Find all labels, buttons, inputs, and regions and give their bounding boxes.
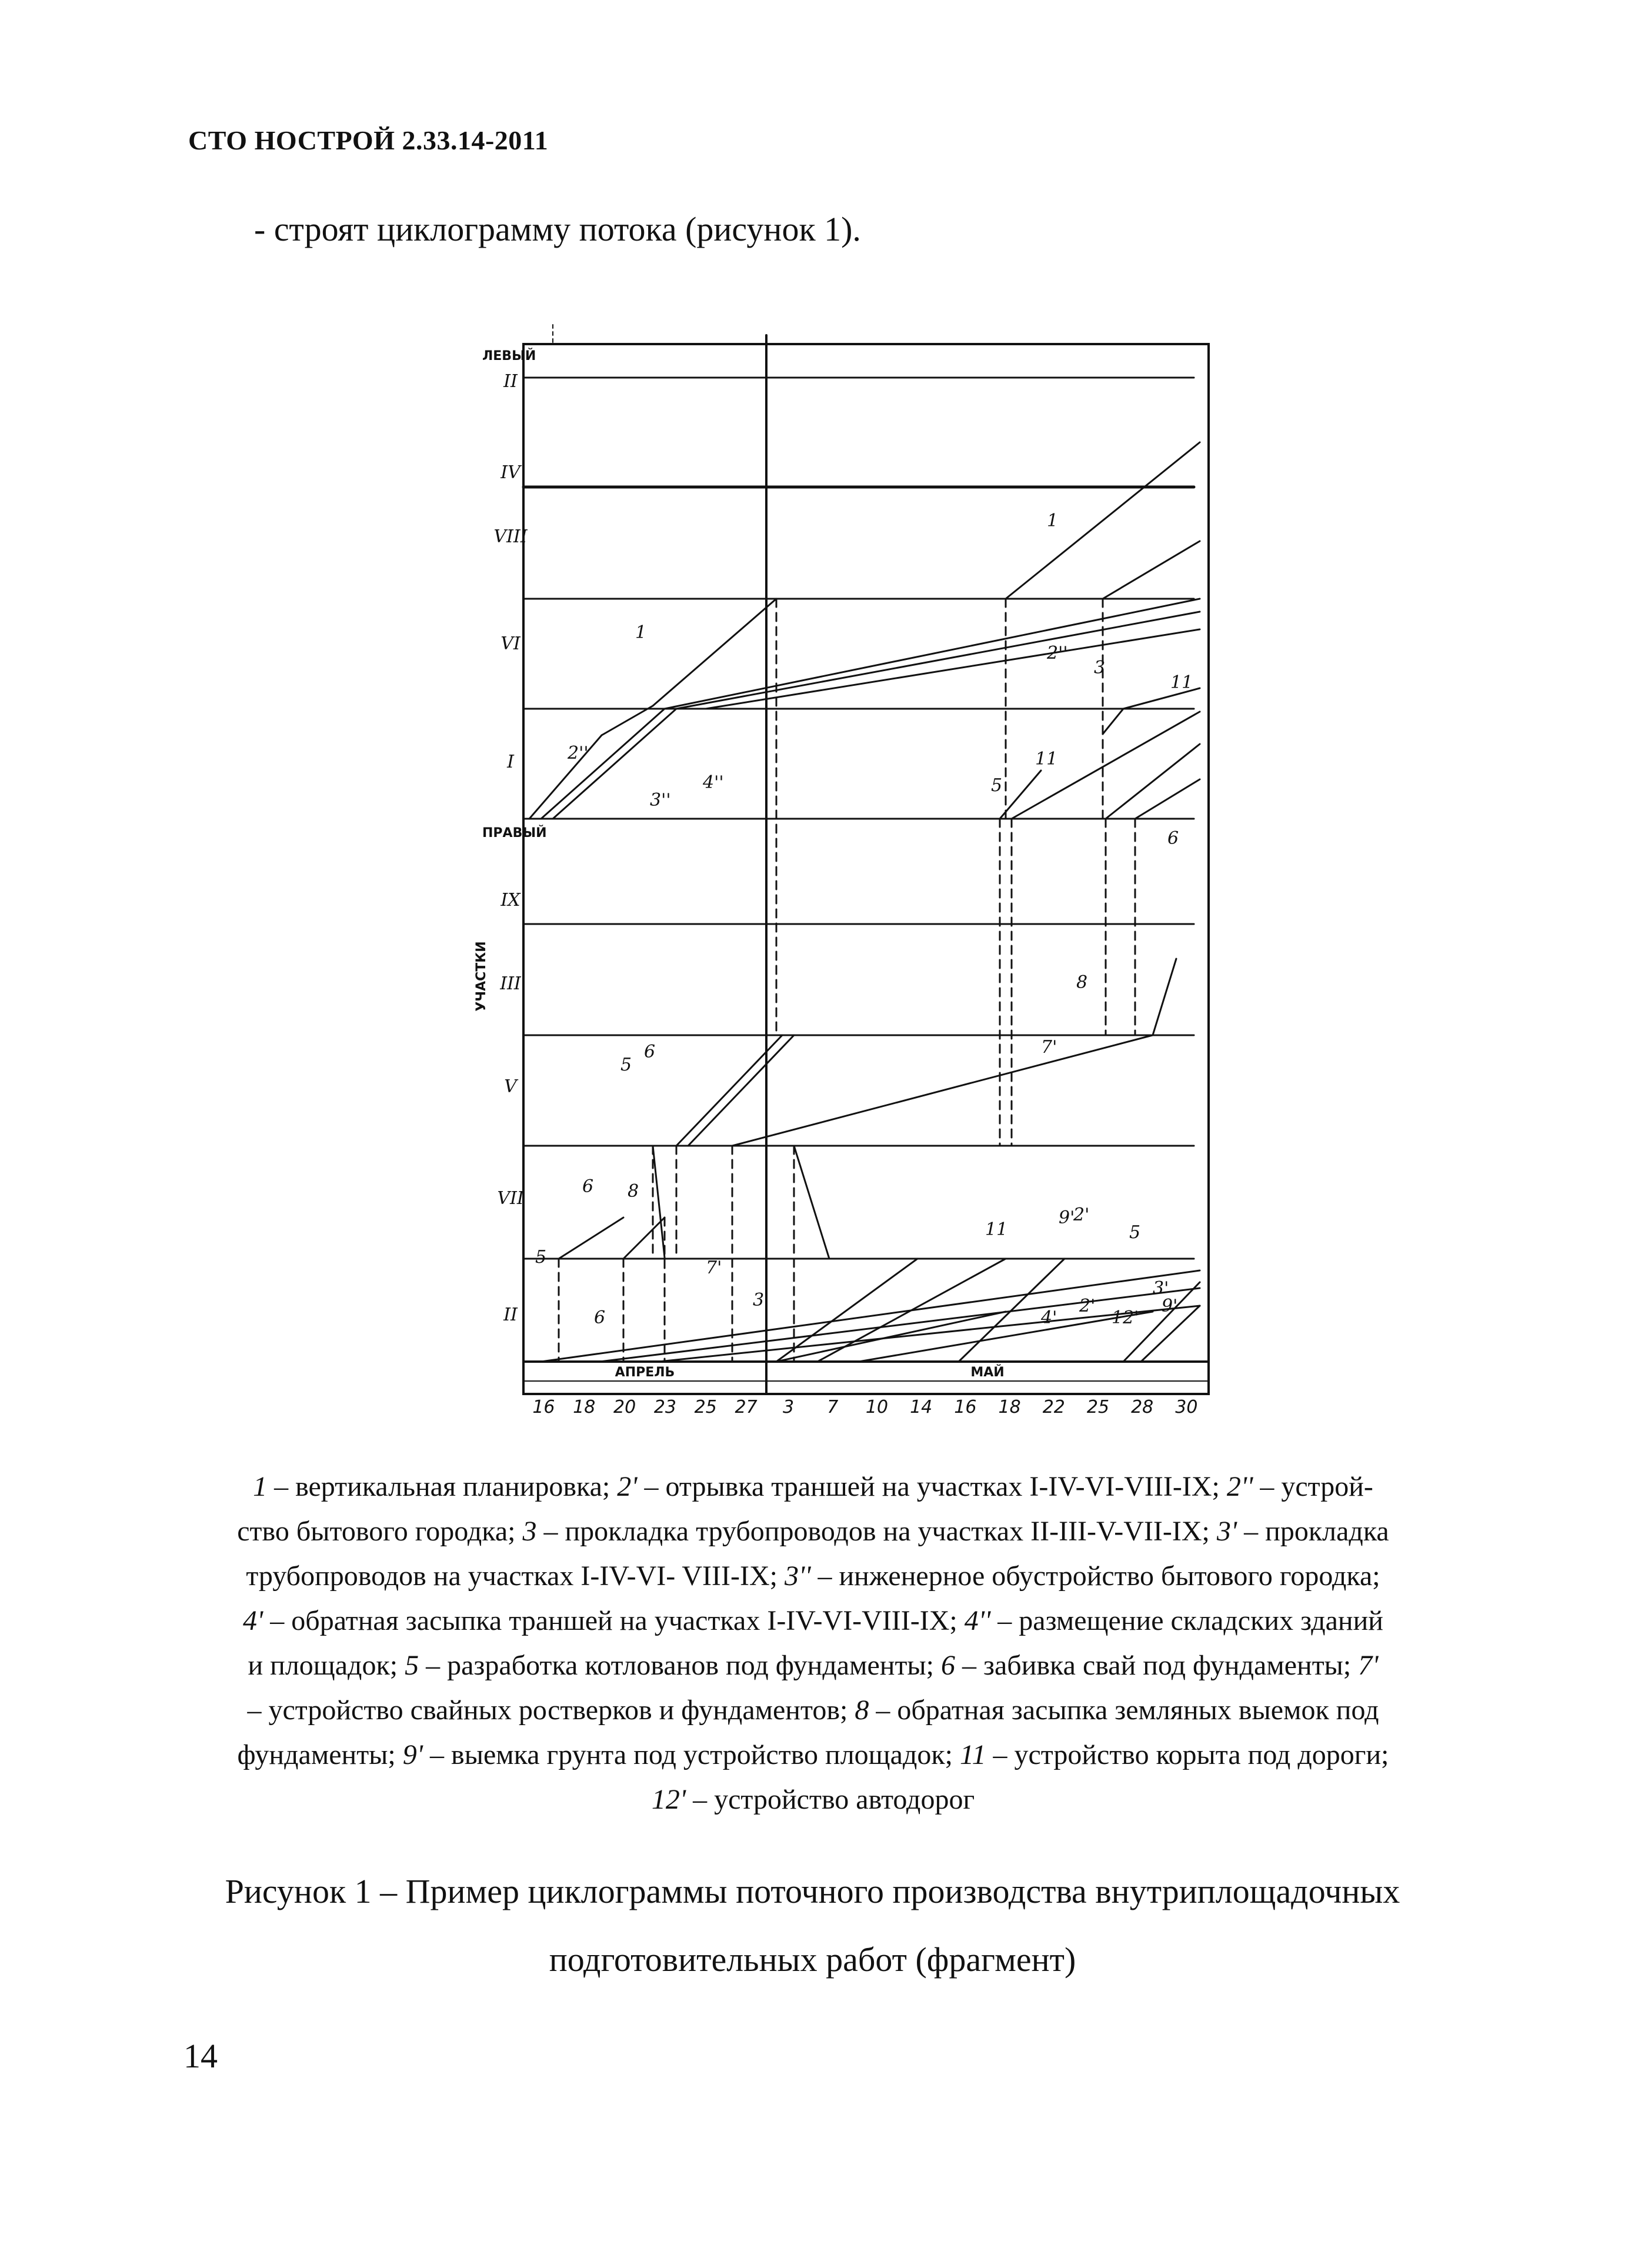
flow-line bbox=[732, 1035, 1153, 1146]
line-number-label: 1 bbox=[635, 622, 647, 643]
right-group-label: ПРАВЫЙ bbox=[482, 826, 547, 841]
row-label-VIII: VIII bbox=[493, 526, 528, 547]
day-label: 23 bbox=[653, 1397, 677, 1418]
row-label-V: V bbox=[504, 1076, 517, 1097]
day-label: 27 bbox=[735, 1397, 758, 1418]
line-number-label: 8 bbox=[1076, 972, 1088, 993]
day-label: 18 bbox=[573, 1397, 596, 1418]
cyclogram-figure bbox=[447, 312, 1223, 1429]
flow-line bbox=[529, 735, 602, 819]
flow-line bbox=[1103, 541, 1200, 599]
flow-line bbox=[541, 709, 665, 819]
figure-title bbox=[118, 1857, 1507, 1994]
flow-line bbox=[794, 1146, 829, 1259]
flow-line bbox=[688, 1035, 794, 1146]
day-label: 28 bbox=[1131, 1397, 1154, 1418]
day-label: 16 bbox=[532, 1397, 555, 1418]
flow-line bbox=[653, 1146, 665, 1258]
day-label: 14 bbox=[910, 1397, 933, 1418]
line-number-label: 6 bbox=[644, 1042, 656, 1062]
row-label-IX: IX bbox=[500, 890, 520, 910]
day-label: 25 bbox=[694, 1397, 717, 1418]
figure-title-line-2: подготовительных работ (фрагмент) bbox=[549, 1940, 1076, 1979]
flow-line bbox=[706, 629, 1200, 709]
row-label-IV: IV bbox=[500, 462, 520, 483]
line-number-label: 2' bbox=[1079, 1296, 1096, 1316]
line-number-label: 5 bbox=[620, 1055, 632, 1075]
flow-line bbox=[602, 706, 653, 735]
figure-title-line-1: Рисунок 1 – Пример циклограммы поточного производства внутриплощадочных bbox=[225, 1872, 1400, 1910]
flow-line bbox=[623, 1218, 665, 1259]
line-number-label: 7' bbox=[1041, 1037, 1057, 1058]
line-number-label: 5 bbox=[991, 775, 1003, 796]
line-number-label: 2'' bbox=[568, 743, 589, 763]
line-number-label: 5 bbox=[1129, 1222, 1141, 1243]
flow-line bbox=[600, 1288, 1200, 1362]
row-label-II: II bbox=[503, 371, 518, 392]
day-label: 18 bbox=[998, 1397, 1021, 1418]
day-label: 25 bbox=[1086, 1397, 1110, 1418]
day-label: 16 bbox=[954, 1397, 977, 1418]
page-number: 14 bbox=[183, 2037, 218, 2075]
day-label: 3 bbox=[783, 1397, 795, 1418]
line-number-label: 4'' bbox=[703, 772, 724, 793]
day-label: 10 bbox=[865, 1397, 889, 1418]
line-number-label: 6 bbox=[582, 1176, 594, 1197]
line-number-label: 11 bbox=[985, 1219, 1008, 1240]
line-number-label: 7' bbox=[706, 1258, 722, 1278]
line-number-label: 11 bbox=[1035, 749, 1058, 769]
y-axis-label: УЧАСТКИ bbox=[474, 941, 489, 1012]
intro-sentence: - строят циклограмму потока (рисунок 1). bbox=[254, 210, 861, 248]
flow-line bbox=[1103, 709, 1123, 734]
line-number-label: 3' bbox=[1153, 1278, 1169, 1299]
line-number-label: 9' bbox=[1162, 1296, 1178, 1316]
day-label: 22 bbox=[1042, 1397, 1065, 1418]
line-number-label: 9' bbox=[1059, 1208, 1075, 1228]
day-label: 7 bbox=[827, 1397, 839, 1418]
flow-line bbox=[1135, 779, 1200, 819]
line-number-label: 1 bbox=[1047, 511, 1059, 531]
line-number-label: 6 bbox=[1167, 828, 1179, 849]
line-number-label: 12' bbox=[1112, 1308, 1139, 1328]
flow-line bbox=[1006, 442, 1200, 599]
day-label: 20 bbox=[613, 1397, 636, 1418]
month-label-april: АПРЕЛЬ bbox=[615, 1365, 675, 1380]
flow-line bbox=[559, 1218, 623, 1259]
line-number-label: 5 bbox=[535, 1247, 547, 1268]
line-number-label: 2' bbox=[1073, 1205, 1090, 1225]
row-label-VII: VII bbox=[497, 1188, 524, 1209]
row-label-II: II bbox=[503, 1305, 518, 1325]
row-label-III: III bbox=[500, 973, 521, 994]
month-label-may: МАЙ bbox=[970, 1365, 1005, 1380]
flow-line bbox=[676, 612, 1200, 709]
figure-legend: 1 – вертикальная планировка; 2' – отрывка траншей на участках I-IV-VI-VIII-IX; 2'' – устрой- ство бытового городка; 3 – прокладка трубопроводов на участках II-III-V-VII-IX; 3' – прокладка трубопроводов на участках I-IV-VI- VIII-IX; 3'' – инженерное обустройство бытового городка; 4' – обратная засыпка траншей на участках I-IV-VI-VIII-IX; 4'' – размещение складских зданий и площадок; 5 – разработка котлованов под фундаменты; 6 – забивка свай под фундаменты; 7' – устройство свайных ростверков и фундаментов; 8 – обратная засыпка земляных выемок под фундаменты; 9' – выемка грунта под устройство площадок; 11 – устройство корыта под дороги; 12' – устройство автодорог bbox=[237, 1471, 1389, 1815]
row-label-I: I bbox=[507, 752, 514, 772]
document-code-header: СТО НОСТРОЙ 2.33.14-2011 bbox=[188, 125, 549, 155]
line-number-label: 3'' bbox=[650, 790, 671, 811]
line-number-label: 4' bbox=[1041, 1308, 1057, 1328]
line-number-label: 3' bbox=[753, 1290, 769, 1310]
left-group-label: ЛЕВЫЙ bbox=[482, 349, 536, 363]
line-number-label: 6 bbox=[594, 1308, 606, 1328]
row-label-VI: VI bbox=[500, 633, 520, 654]
line-number-label: 11 bbox=[1170, 672, 1193, 693]
line-number-label: 2'' bbox=[1047, 643, 1068, 663]
day-label: 30 bbox=[1175, 1397, 1198, 1418]
line-number-label: 8 bbox=[628, 1181, 639, 1202]
flow-line bbox=[1153, 959, 1176, 1035]
flow-line bbox=[665, 599, 1200, 709]
line-number-label: 3 bbox=[1094, 658, 1106, 678]
